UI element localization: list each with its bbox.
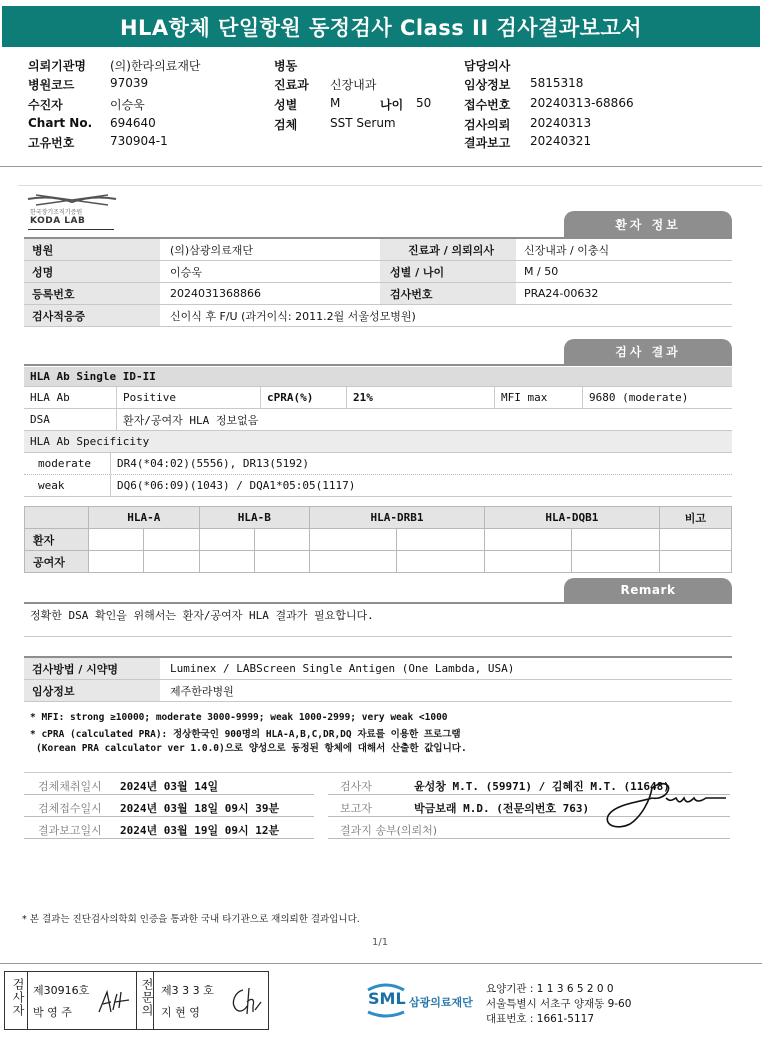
note-line: * MFI: strong ≥10000; moderate 3000-9999; weak 1000-2999; very weak <1000 [30,712,448,723]
header-label: 담당의사 [464,59,511,73]
specialist-number: 제3 3 3 호 [161,984,214,997]
strength-label: weak [38,479,65,492]
divider [0,963,762,964]
method-row [24,658,732,680]
divider [24,602,732,604]
header-value: (의)한라의료재단 [110,59,201,73]
divider [24,364,732,366]
divider [24,816,314,817]
org-phone: 대표번호 : 1661-5117 [486,1013,595,1025]
method-row [24,680,732,702]
table-header: HLA-DRB1 [310,507,485,529]
divider [27,972,28,1029]
divider [136,972,137,1029]
result-row [24,409,732,431]
header-value: SST Serum [330,116,396,130]
patient-row [24,305,732,327]
field-label: cPRA(%) [260,387,313,408]
date-value: 2024년 03월 18일 09시 39분 [120,802,280,815]
specialist-label: 전문의 [140,978,154,1017]
header-value: 730904-1 [110,134,168,148]
header-label: 수진자 [28,98,63,112]
specificity-row [24,453,732,475]
field-label: MFI max [494,387,547,408]
patient-row [24,261,732,283]
field-value: 이승욱 [170,265,202,279]
field-value: PRA24-00632 [524,287,599,300]
hla-typing-table [24,506,732,573]
lab-logo-name: KODA LAB [30,216,86,226]
row-header: 환자 [25,529,89,551]
header-label: 고유번호 [28,136,75,150]
tab-patient-info: 환자 정보 [564,211,732,237]
specificity-value: DR4(*04:02)(5556), DR13(5192) [110,453,309,474]
divider [24,838,314,839]
table-header: HLA-DQB1 [484,507,659,529]
field-label: 병원 [24,239,160,260]
field-value: 9680 (moderate) [582,387,688,408]
note-line: * cPRA (calculated PRA): 정상한국인 900명의 HLA-A,B,C,DR,DQ 자료를 이용한 프로그램 [30,729,461,740]
inspector-signature-icon [95,986,131,1020]
field-label: HLA Ab [30,391,70,404]
table-row [25,529,732,551]
divider [24,636,732,637]
table-header: 비고 [659,507,731,529]
field-value: 환자/공여자 HLA 정보없음 [116,409,258,430]
section-title: HLA Ab Single ID-II [30,370,156,383]
patient-row [24,283,732,305]
table-header-row [25,507,732,529]
page-number: 1/1 [372,937,389,948]
date-label: 검체접수일시 [38,802,102,815]
lab-logo-caption: 한국장기조직기증원 [30,209,83,216]
inspector-name: 박 영 주 [33,1006,72,1019]
org-logo-text: SML [368,989,406,1008]
care-number: 요양기관 : 1 1 3 6 5 2 0 0 [486,983,614,995]
signer-label: 검사자 [340,780,372,793]
header-value: 이승욱 [110,98,145,112]
table-corner [25,507,89,529]
field-label: 성명 [24,261,160,282]
signer-label: 보고자 [340,802,372,815]
header-label: 검체 [274,118,298,132]
table-row [25,551,732,573]
field-value: Positive [116,387,176,408]
inspector-label: 검사자 [11,978,25,1017]
divider [24,772,732,773]
header-label: 병원코드 [28,78,75,92]
disclaimer: * 본 결과는 진단검사의학회 인증을 통과한 국내 타기관으로 재의뢰한 결과입니다. [22,914,360,925]
header-label: Chart No. [28,116,93,130]
result-row [24,387,732,409]
specificity-value: DQ6(*06:09)(1043) / DQA1*05:05(1117) [110,475,355,496]
date-label: 검체채취일시 [38,780,102,793]
header-label: 나이 [380,98,404,112]
table-header: HLA-B [199,507,310,529]
specificity-title-row [24,431,732,453]
result-section-title-row [24,367,732,387]
header-value: 20240313-68866 [530,96,634,110]
specialist-signature-icon [225,984,265,1020]
header-value: 20240321 [530,134,592,148]
tab-test-result: 검사 결과 [564,339,732,364]
field-value: M / 50 [524,265,559,278]
note-line: (Korean PRA calculator ver 1.0.0)으로 양성으로 동정된 항체에 대해서 산출한 값입니다. [36,743,467,754]
field-value: 신이식 후 F/U (과거이식: 2011.2월 서울성모병원) [170,309,416,323]
table-header: HLA-A [89,507,200,529]
header-label: 결과보고 [464,136,511,150]
certification-box [4,971,269,1030]
field-value: 신장내과 / 이충식 [524,243,610,257]
date-value: 2024년 03월 19일 09시 12분 [120,824,280,837]
header-value: M [330,96,341,110]
divider [328,838,730,839]
field-label: 진료과 / 의뢰의사 [380,239,516,260]
org-name: 삼광의료재단 [409,996,473,1009]
org-address: 서울특별시 서초구 양재동 9-60 [486,998,632,1010]
specificity-row [24,475,732,497]
header-value: 694640 [110,116,156,130]
specialist-name: 지 현 영 [161,1006,200,1019]
header-value: 5815318 [530,76,584,90]
logo-underline [28,229,114,230]
field-label: 임상정보 [24,680,160,701]
inspector-number: 제30916호 [33,984,90,997]
signer-value: 윤성창 M.T. (59971) / 김혜진 M.T. (11648) [414,780,670,793]
header-label: 접수번호 [464,98,511,112]
header-value: 97039 [110,76,149,90]
patient-row [24,239,732,261]
signature-icon [600,776,730,834]
field-label: 검사번호 [380,283,516,304]
divider [24,794,314,795]
row-header: 공여자 [25,551,89,573]
header-value: 50 [416,96,432,110]
header-label: 의뢰기관명 [28,59,86,73]
divider [18,185,762,186]
report-title: HLA항체 단일항원 동정검사 Class II 검사결과보고서 [2,6,760,47]
signer-value: 박금보래 M.D. (전문의번호 763) [414,802,590,815]
header-label: 검사의뢰 [464,118,511,132]
divider [0,166,762,167]
field-label: 검사적응증 [24,305,160,326]
header-label: 성별 [274,98,298,112]
signer-label: 결과지 송부(의뢰처) [340,824,438,837]
header-label: 병동 [274,59,298,73]
field-label: 등록번호 [24,283,160,304]
strength-label: moderate [38,457,91,470]
field-value: Luminex / LABScreen Single Antigen (One Lambda, USA) [170,662,515,675]
date-label: 결과보고일시 [38,824,102,837]
section-title: HLA Ab Specificity [30,435,150,448]
date-value: 2024년 03월 14일 [120,780,219,793]
field-value: 21% [346,387,373,408]
tab-remark: Remark [564,578,732,602]
header-label: 진료과 [274,78,309,92]
header-label: 임상정보 [464,78,511,92]
field-value: 제주한라병원 [170,684,234,698]
field-label: 성별 / 나이 [380,261,516,282]
remark-text: 정확한 DSA 확인을 위해서는 환자/공여자 HLA 결과가 필요합니다. [30,609,374,622]
field-value: (의)삼광의료재단 [170,243,253,257]
field-label: DSA [30,413,50,426]
header-value: 20240313 [530,116,592,130]
field-value: 2024031368866 [170,287,261,300]
field-label: 검사방법 / 시약명 [24,658,160,679]
header-value: 신장내과 [330,78,377,92]
